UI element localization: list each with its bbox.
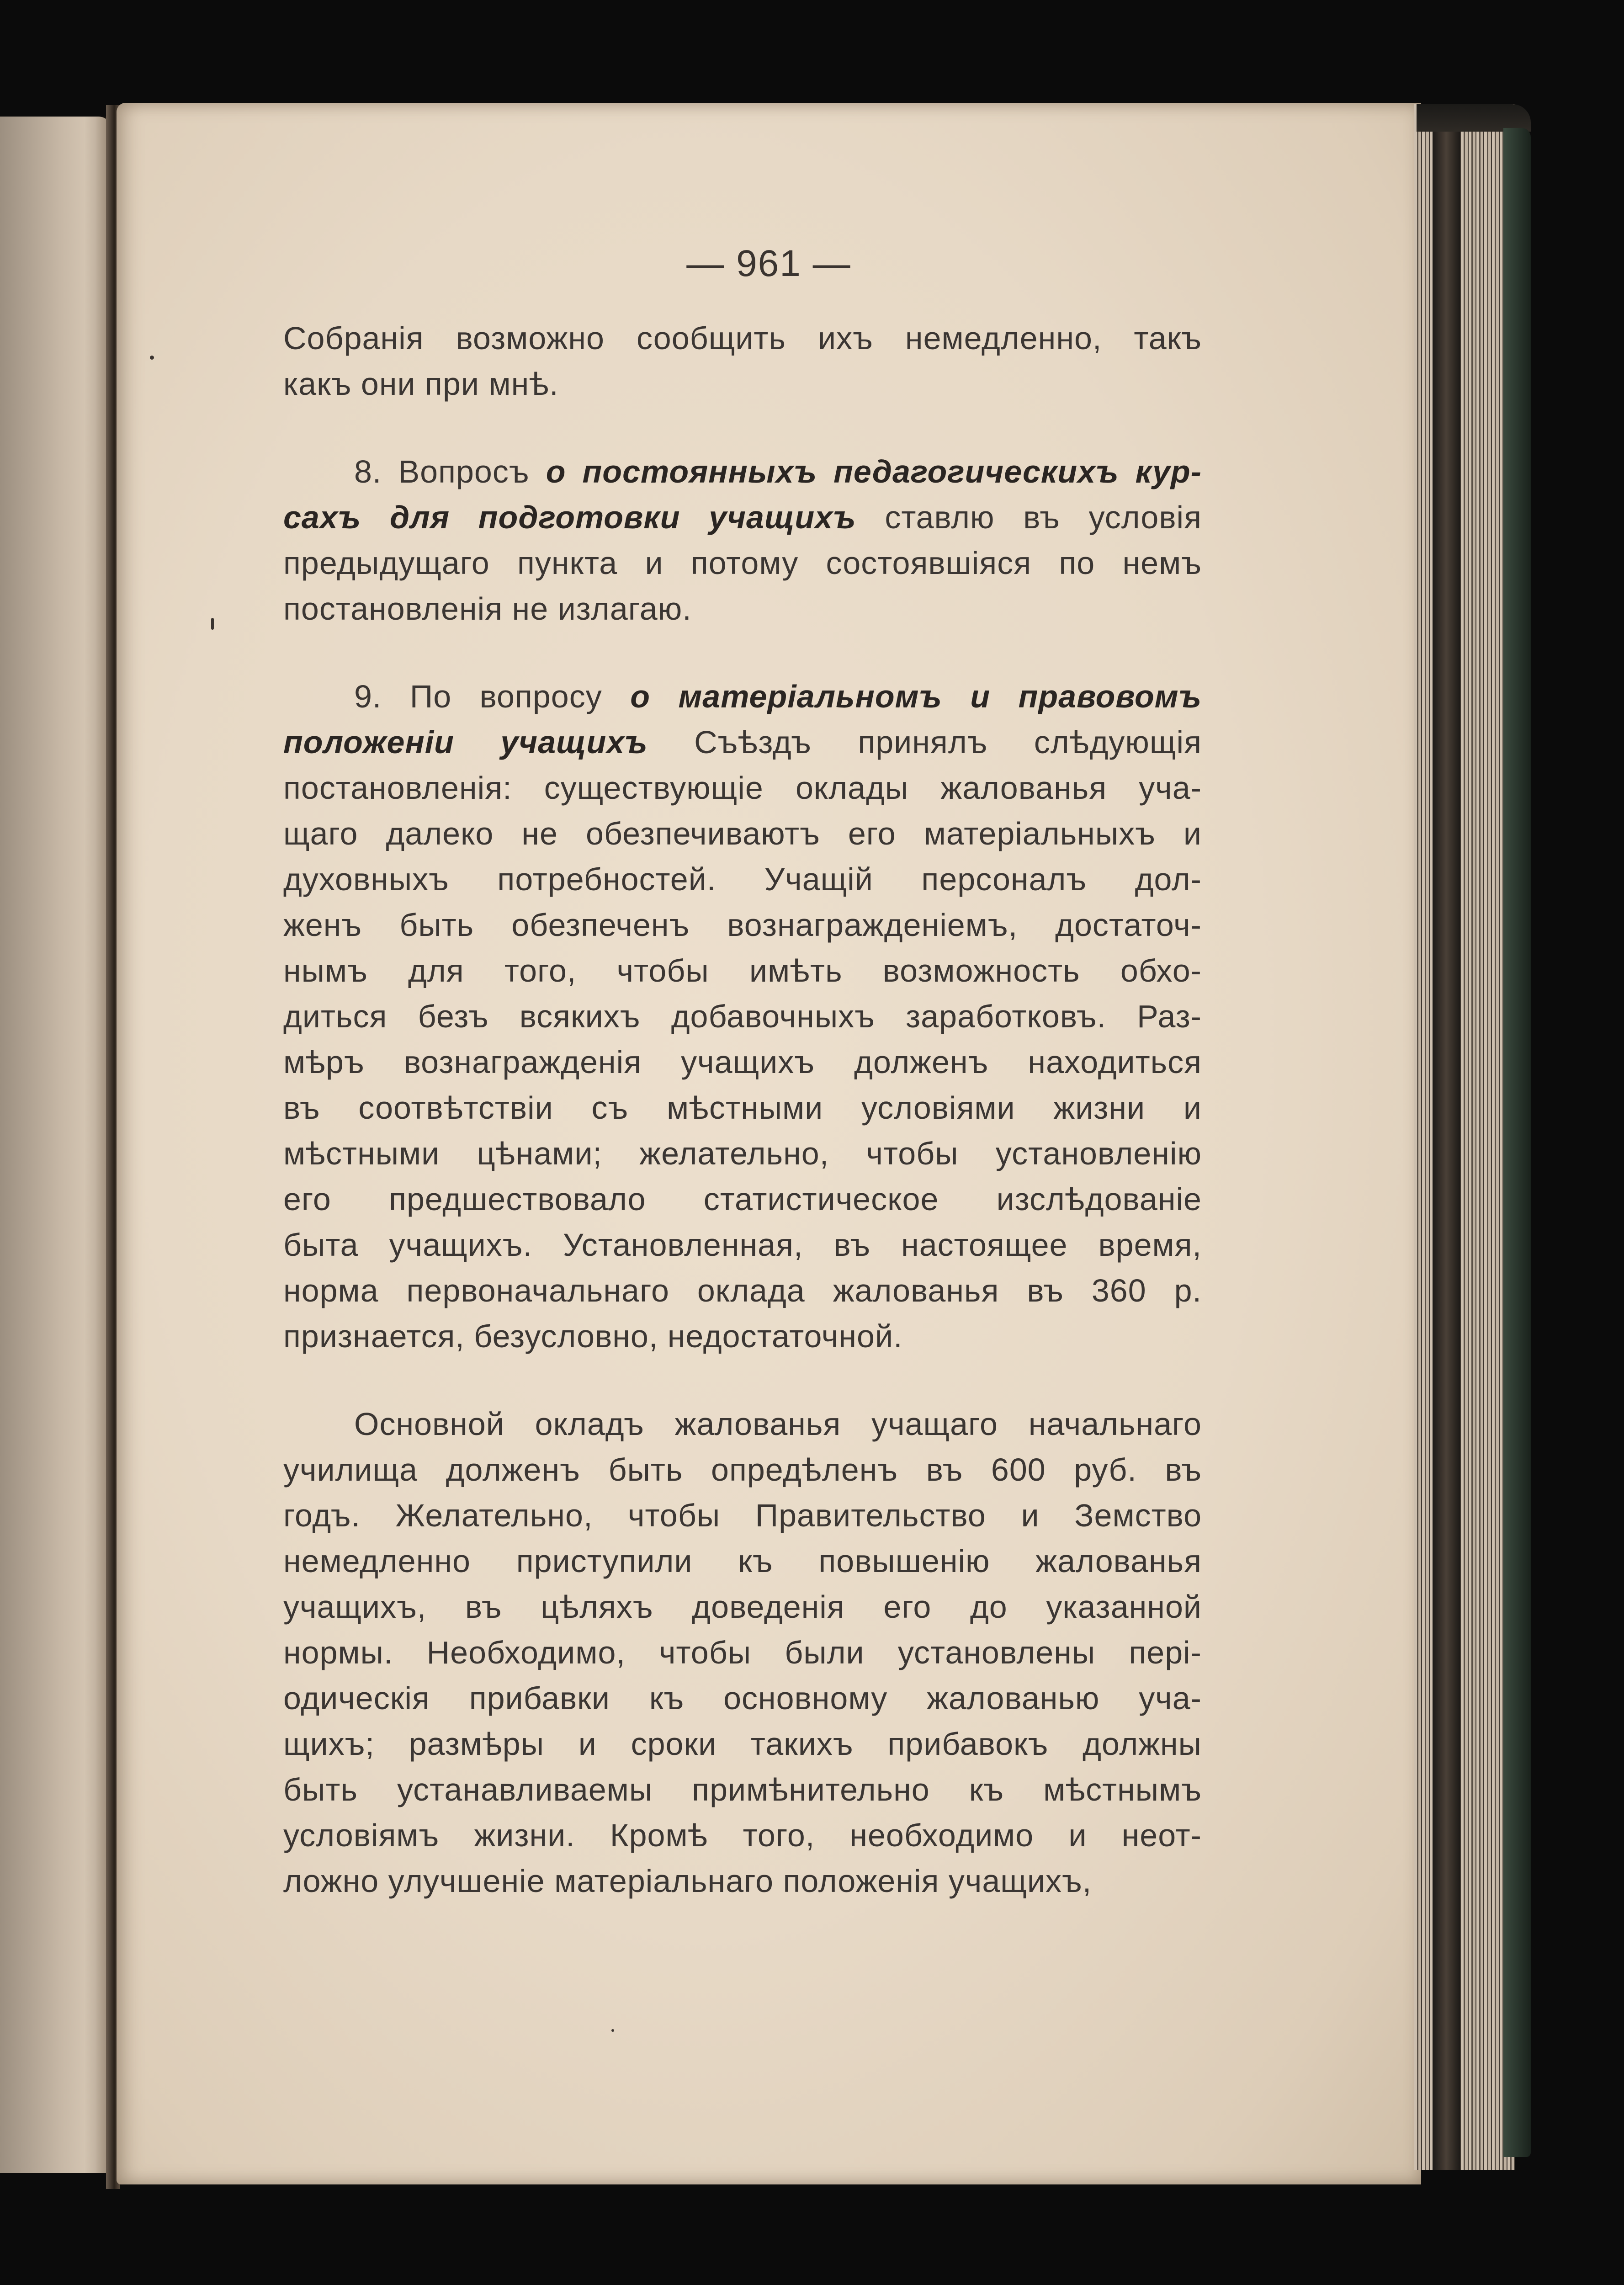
book-cover-edge	[1503, 128, 1531, 2157]
line-text: ставлю въ условія	[856, 500, 1202, 535]
page-edges	[1414, 104, 1515, 2170]
text-line: его предшествовало статистическое изслѣдованіе	[283, 1181, 1202, 1217]
text-line: Собранія возможно сообщить ихъ немедленно, такъ	[283, 320, 1202, 356]
ink-speck	[211, 618, 214, 630]
text-line: духовныхъ потребностей. Учащій персоналъ дол-	[283, 861, 1202, 897]
paragraph	[283, 449, 1202, 632]
text-line: женъ быть обезпеченъ вознагражденіемъ, достаточ-	[283, 907, 1202, 943]
ink-speck	[611, 2029, 614, 2032]
text-line: предыдущаго пункта и потому состоявшіяся по немъ	[283, 545, 1202, 581]
paragraph	[283, 674, 1202, 1359]
text-line: немедленно приступили къ повышенію жалованья	[283, 1543, 1202, 1579]
text-line	[283, 674, 1202, 719]
text-line: норма первоначальнаго оклада жалованья въ 360 р.	[283, 1273, 1202, 1308]
emphasized-text: сахъ для подготовки учащихъ	[283, 500, 856, 535]
cover-top-edge	[1417, 104, 1531, 132]
ink-speck	[150, 356, 154, 360]
text-line: мѣстными цѣнами; желательно, чтобы установленію	[283, 1136, 1202, 1171]
text-line: училища долженъ быть опредѣленъ въ 600 руб. въ	[283, 1452, 1202, 1488]
text-line: годъ. Желательно, чтобы Правительство и Земство	[283, 1498, 1202, 1533]
text-line: диться безъ всякихъ добавочныхъ заработковъ. Раз-	[283, 999, 1202, 1034]
text-line: учащихъ, въ цѣляхъ доведенія его до указанной	[283, 1589, 1202, 1625]
emphasized-text: положеніи учащихъ	[283, 724, 648, 760]
emphasized-text: о постоянныхъ педагогическихъ кур-	[546, 454, 1202, 489]
text-line: какъ они при мнѣ.	[283, 366, 559, 402]
emphasized-text: о матеріальномъ и правовомъ	[630, 679, 1202, 714]
text-line: щаго далеко не обезпечиваютъ его матеріальныхъ и	[283, 816, 1202, 851]
paragraph	[283, 1401, 1202, 1904]
line-text: 9. По вопросу	[354, 679, 631, 714]
line-text: 8. Вопросъ	[354, 454, 546, 489]
text-line: постановленія: существующіе оклады жалованья уча-	[283, 770, 1202, 806]
text-line: признается, безусловно, недостаточной.	[283, 1318, 903, 1354]
previous-page-edge	[0, 117, 112, 2173]
text-line: Основной окладъ жалованья учащаго начальнаго	[354, 1406, 1202, 1442]
text-line	[283, 719, 1202, 765]
text-line: нормы. Необходимо, чтобы были установлены пері-	[283, 1635, 1202, 1670]
page-body	[283, 315, 1202, 1904]
text-line	[283, 494, 1202, 540]
text-line: постановленія не излагаю.	[283, 591, 692, 627]
page-number: — 961 —	[686, 243, 851, 284]
text-line: условіямъ жизни. Кромѣ того, необходимо и неот-	[283, 1817, 1202, 1853]
text-line: ложно улучшеніе матеріальнаго положенія учащихъ,	[283, 1863, 1092, 1899]
line-text: Съѣздъ принялъ слѣдующія	[647, 724, 1202, 760]
text-line: въ соотвѣтствіи съ мѣстными условіями жизни и	[283, 1090, 1202, 1126]
paragraph	[283, 315, 1202, 407]
text-line	[283, 449, 1202, 494]
text-line: щихъ; размѣры и сроки такихъ прибавокъ должны	[283, 1726, 1202, 1762]
text-line: быть устанавливаемы примѣнительно къ мѣстнымъ	[283, 1772, 1202, 1807]
text-line: мѣръ вознагражденія учащихъ долженъ находиться	[283, 1044, 1202, 1080]
text-line: одическія прибавки къ основному жалованью уча-	[283, 1680, 1202, 1716]
text-line: быта учащихъ. Установленная, въ настоящее время,	[283, 1227, 1202, 1263]
text-line: нымъ для того, чтобы имѣть возможность обхо-	[283, 953, 1202, 988]
